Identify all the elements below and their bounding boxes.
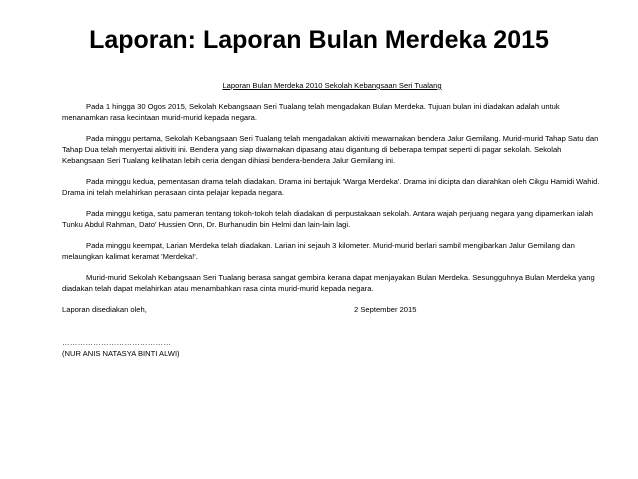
page-title: Laporan: Laporan Bulan Merdeka 2015 (89, 26, 549, 54)
signature-line: …………………………………… (62, 338, 172, 347)
paragraph-week-2: Pada minggu kedua, pementasan drama telah diadakan. Drama ini bertajuk 'Warga Merdeka'. Drama ini dicipta dan diarahkan oleh Cikgu Hamidi Wahid. Drama ini telah melahirkan perasaan cinta pelajar kepada negara. (62, 177, 600, 197)
report-subtitle: Laporan Bulan Merdeka 2010 Sekolah Kebangsaan Seri Tualang (222, 81, 442, 90)
prepared-by-label: Laporan disediakan oleh, (62, 305, 147, 314)
paragraph-week-1: Pada minggu pertama, Sekolah Kebangsaan Seri Tualang telah mengadakan aktiviti mewarnakan bendera Jalur Gemilang. Murid-murid Tahap Satu dan Tahap Dua telah menyertai aktiviti ini. Bendera yang siap diwarnakan dipasang atau digantung di beberapa tempat seperti di pagar sekolah. Sekolah Kebangsaan Seri Tualang kelihatan lebih ceria dengan dihiasi bendera-bendera Jalur Gemilang ini. (62, 134, 599, 165)
signature-row (62, 304, 602, 315)
paragraph-week-3: Pada minggu ketiga, satu pameran tentang tokoh-tokoh telah diadakan di perpustakaan sekolah. Antara wajah perjuang negara yang dipamerkan ialah Tunku Abdul Rahman, Dato' Hussien Onn, Dr. Burhanudin bin Helmi dan lain-lain lagi. (62, 209, 594, 229)
report-date: 2 September 2015 (354, 305, 417, 314)
paragraph-week-4: Pada minggu keempat, Larian Merdeka telah diadakan. Larian ini sejauh 3 kilometer. Murid-murid berlari sambil mengibarkan Jalur Gemilang dan melaungkan kalimat keramat 'Merdeka!'. (62, 241, 575, 261)
signer-name: (NUR ANIS NATASYA BINTI ALWI) (62, 349, 180, 358)
report-body (62, 80, 602, 359)
paragraph-intro: Pada 1 hingga 30 Ogos 2015, Sekolah Kebangsaan Seri Tualang telah mengadakan Bulan Merdeka. Tujuan bulan ini diadakan adalah untuk menanamkan rasa kecintaan murid-murid kepada negara. (62, 102, 560, 122)
paragraph-conclusion: Murid-murid Sekolah Kebangsaan Seri Tualang berasa sangat gembira kerana dapat menjayakan Bulan Merdeka. Sesungguhnya Bulan Merdeka yang diadakan telah dapat melahirkan atau menambahkan rasa cinta murid-murid kepada negara. (62, 273, 595, 293)
